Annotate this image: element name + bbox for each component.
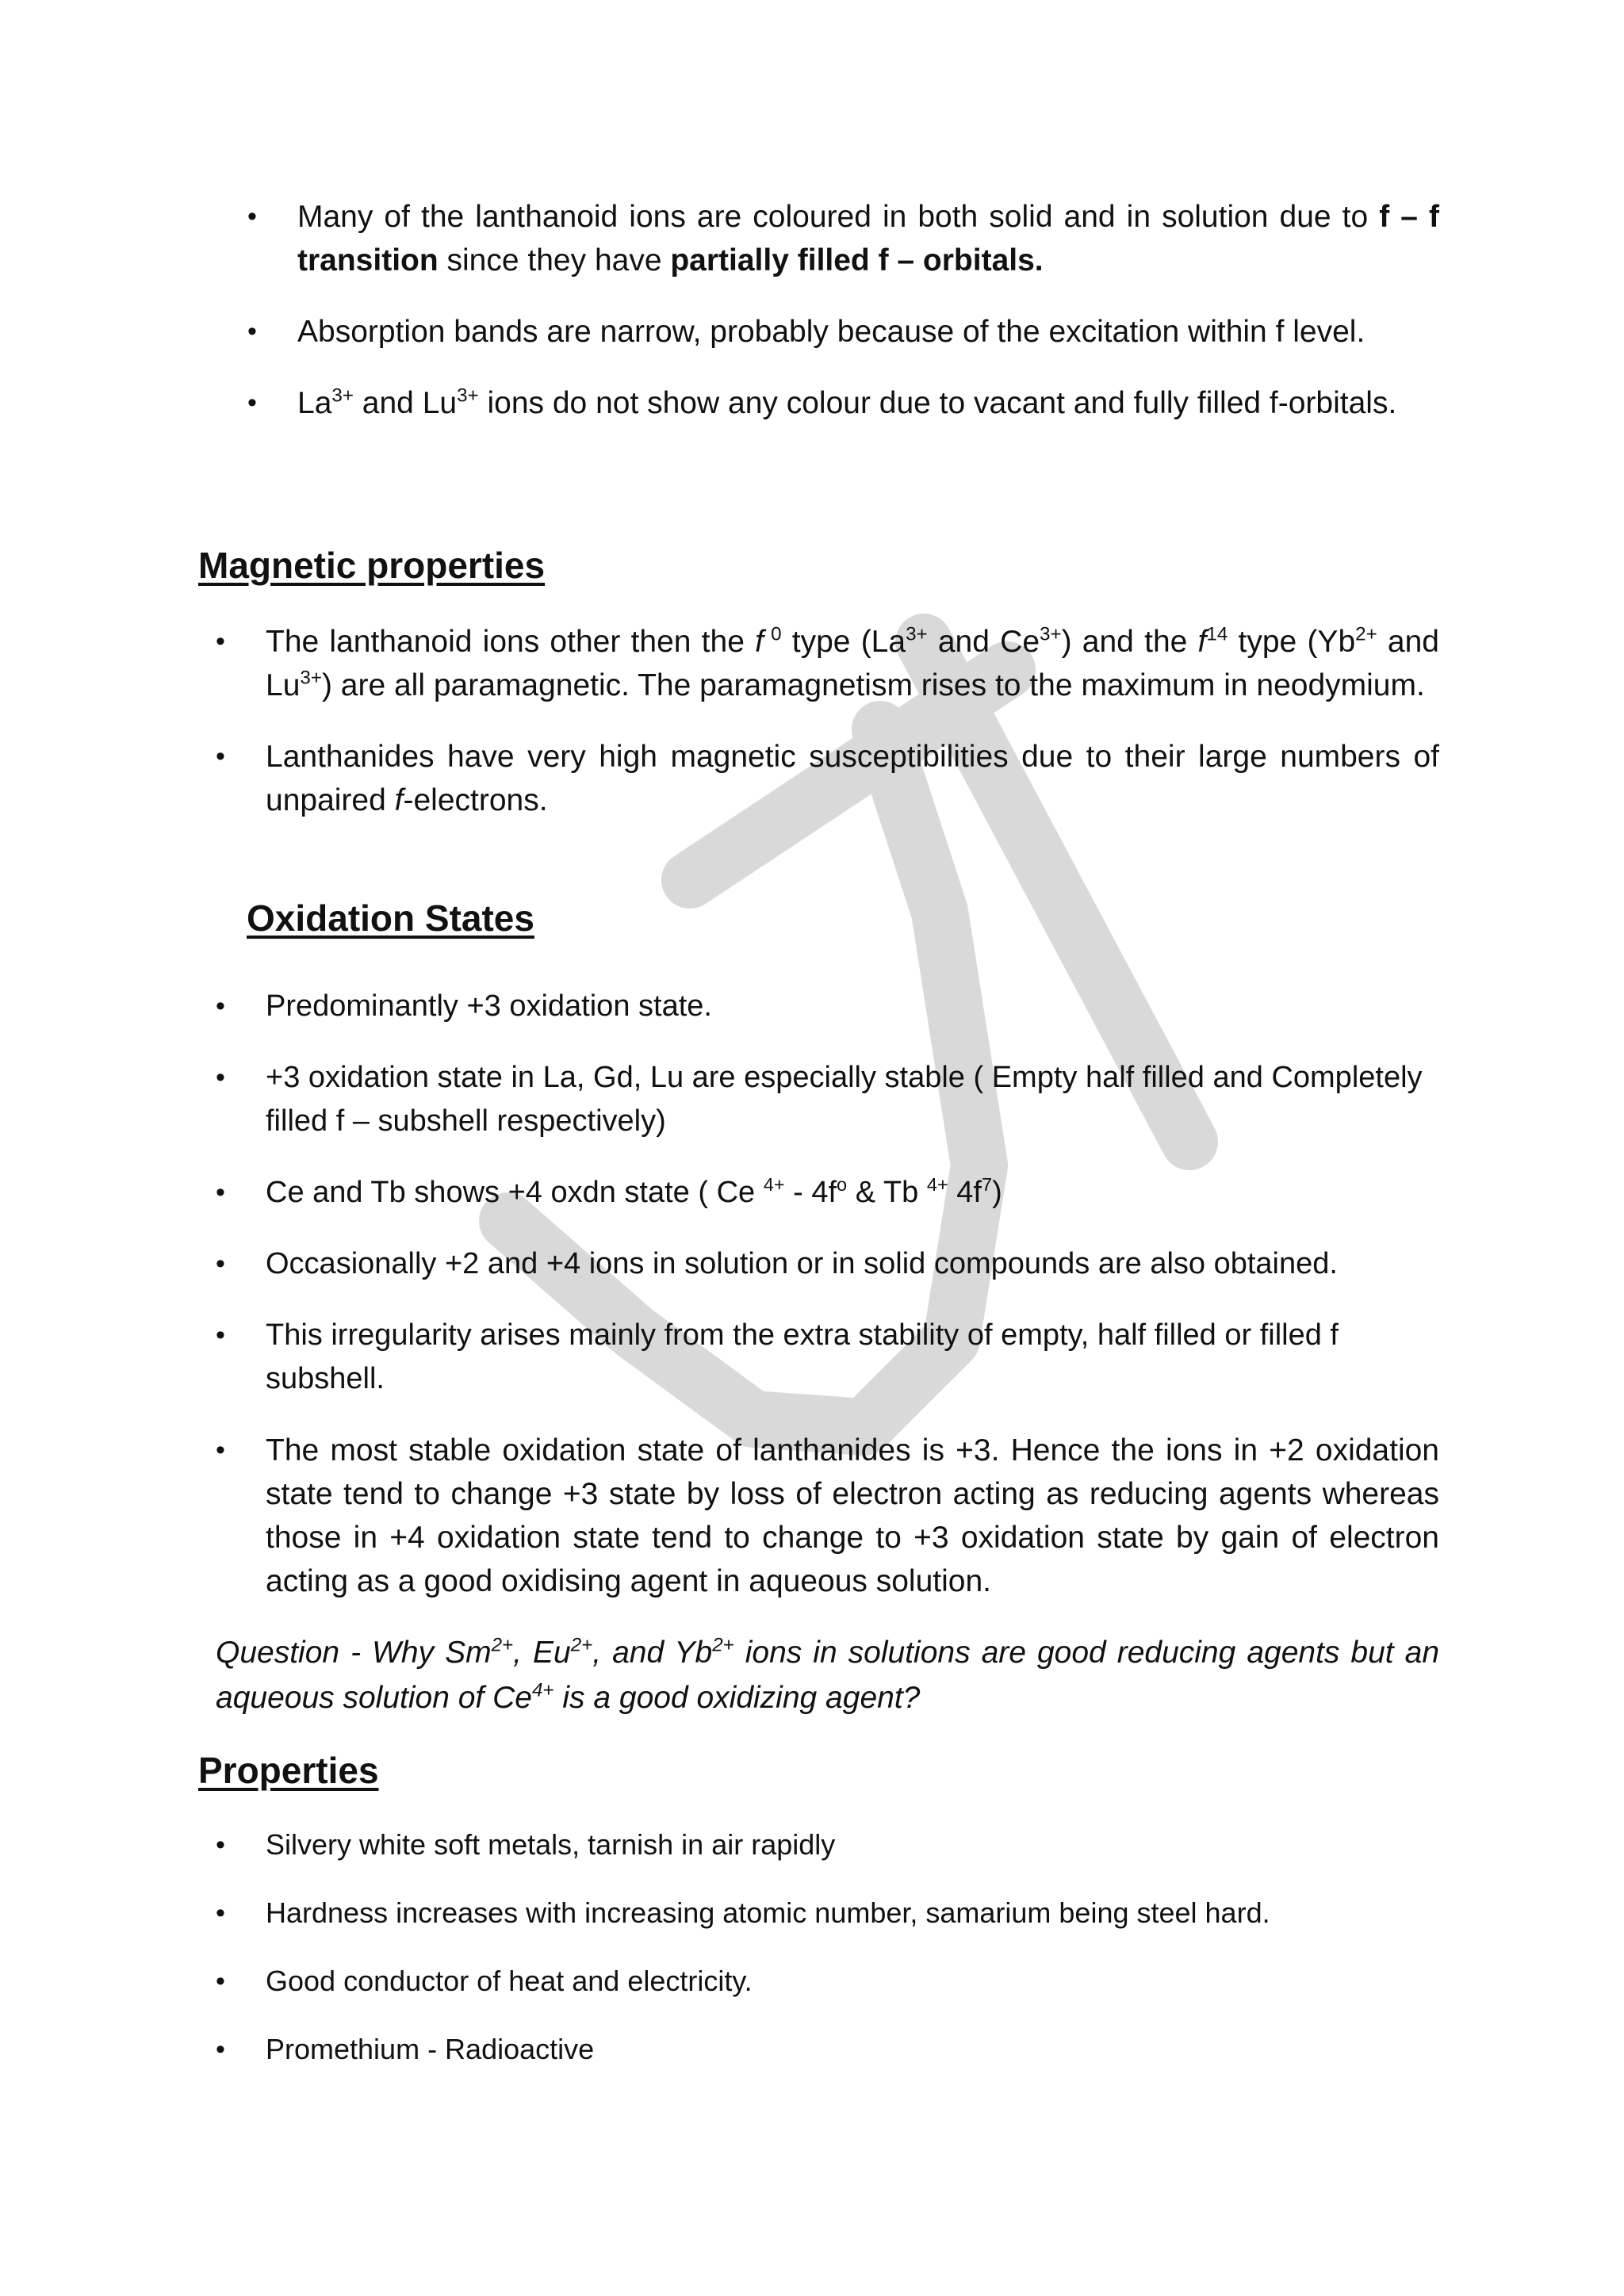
oxidation-bullets bbox=[266, 985, 1439, 1631]
list-item: • $La^{3+}$ and $Lu^{3+}$ ions do not show any colour due to vacant and fully filled f-orbitals. bbox=[297, 381, 1439, 425]
list-item: • Lanthanides have very high magnetic susceptibilities due to their large numbers of unpaired f-electrons. bbox=[266, 735, 1439, 822]
list-item: • This irregularity arises mainly from the extra stability of empty, half filled or filled f subshell. bbox=[266, 1314, 1439, 1401]
list-item: • +3 oxidation state in La, Gd, Lu are especially stable ( Empty half filled and Completely filled f – subshell respectively) bbox=[266, 1056, 1439, 1143]
heading-magnetic-properties: Magnetic properties bbox=[198, 545, 546, 586]
colour-bullets bbox=[297, 195, 1439, 453]
list-item: • Many of the lanthanoid ions are coloured in both solid and in solution due to f – f transition since they have partially filled f – orbitals. bbox=[297, 195, 1439, 282]
list-item: • Absorption bands are narrow, probably because of the excitation within f level. bbox=[297, 310, 1439, 354]
list-item: • Silvery white soft metals, tarnish in air rapidly bbox=[266, 1825, 1439, 1865]
list-item: • Predominantly +3 oxidation state. bbox=[266, 985, 1439, 1028]
list-item: • The lanthanoid ions other then the f $^0$ type ($La^{3+}$ and $Ce^{3+}$) and the $f^{14}$ type ($Yb^{2+}$ and $Lu^{3+}$) are all paramagnetic. The paramagnetism rises to the maximum in neodymium. bbox=[266, 620, 1439, 707]
list-item: • The most stable oxidation state of lanthanides is +3. Hence the ions in +2 oxidation state tend to change +3 state by loss of electron acting as reducing agents whereas those in +4 oxidation state tend to change to +3 oxidation state by gain of electron acting as a good oxidising agent in aqueous solution. bbox=[266, 1429, 1439, 1603]
magnetic-bullets bbox=[266, 620, 1439, 850]
list-item: • Ce and Tb shows +4 oxdn state ( Ce $^{4+} - 4f^o$ & Tb $^{4+}$ $4f^7$) bbox=[266, 1171, 1439, 1215]
question-text: Question - Why $Sm^{2+}$, $Eu^{2+}$, and $Yb^{2+}$ ions in solutions are good reducing agents but an aqueous solution of $Ce^{4+}$ is a good oxidizing agent? bbox=[216, 1634, 1440, 1715]
heading-oxidation-states: Oxidation States bbox=[247, 897, 534, 939]
list-item: • Occasionally +2 and +4 ions in solution or in solid compounds are also obtained. bbox=[266, 1242, 1439, 1286]
list-item: • Good conductor of heat and electricity. bbox=[266, 1961, 1439, 2001]
heading-properties: Properties bbox=[198, 1750, 379, 1791]
list-item: • Hardness increases with increasing atomic number, samarium being steel hard. bbox=[266, 1893, 1439, 1933]
list-item: • Promethium - Radioactive bbox=[266, 2030, 1439, 2069]
properties-bullets bbox=[266, 1825, 1439, 2098]
